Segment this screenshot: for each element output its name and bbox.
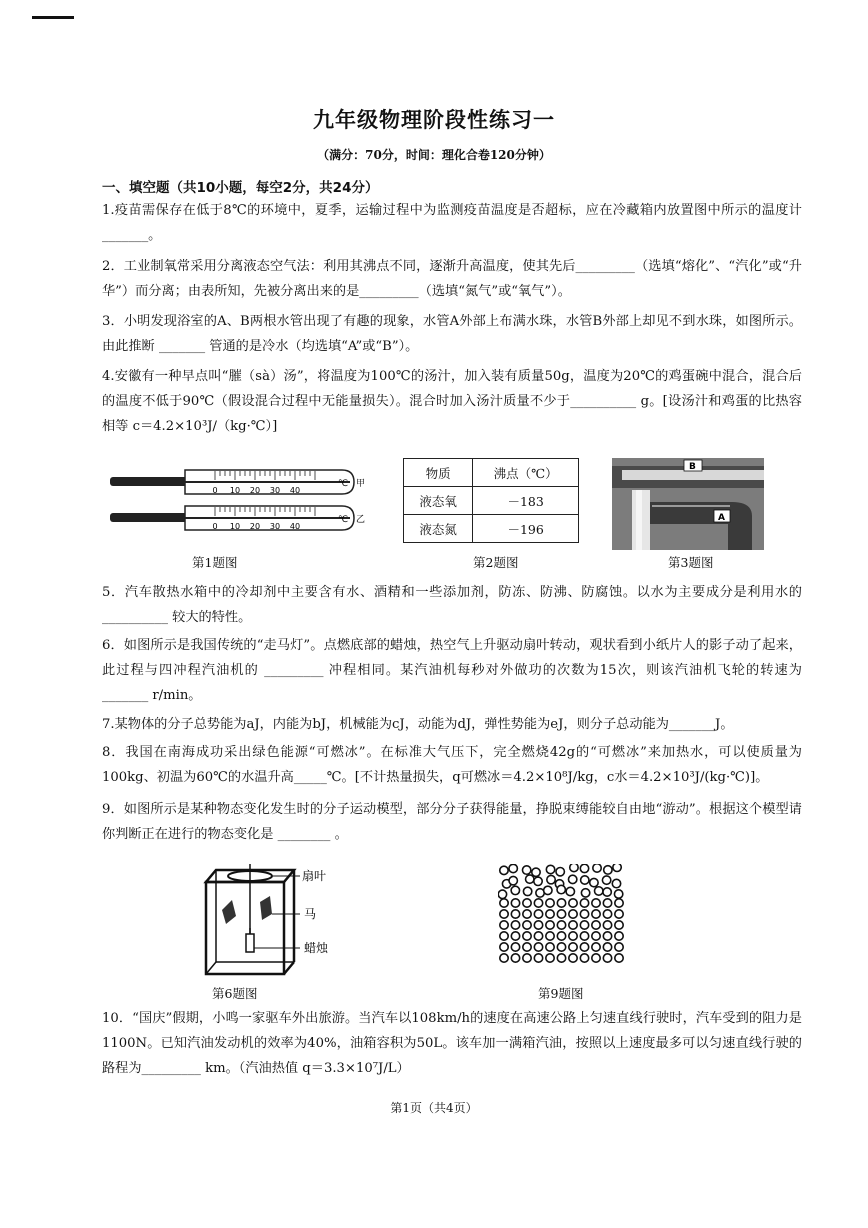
molecule bbox=[603, 932, 611, 940]
molecule bbox=[603, 921, 611, 929]
molecule bbox=[523, 921, 531, 929]
molecule bbox=[557, 932, 565, 940]
candle-label: 蜡烛 bbox=[304, 941, 329, 955]
molecule bbox=[498, 890, 506, 898]
page-title: 九年级物理阶段性练习一 bbox=[313, 108, 555, 132]
molecule bbox=[592, 943, 600, 951]
tick-label: 0 bbox=[212, 486, 218, 495]
thermometer-a bbox=[110, 470, 365, 495]
figure-2-table bbox=[403, 458, 579, 543]
molecule bbox=[509, 876, 517, 884]
molecule bbox=[500, 899, 508, 907]
table-row bbox=[404, 515, 579, 543]
molecule bbox=[603, 888, 611, 896]
figure-3-caption: 第3题图 bbox=[668, 555, 714, 570]
tick-label: 10 bbox=[229, 522, 241, 531]
molecule bbox=[592, 954, 600, 962]
molecule bbox=[580, 899, 588, 907]
molecule bbox=[557, 885, 565, 893]
molecule bbox=[500, 910, 508, 918]
molecule bbox=[557, 943, 565, 951]
molecule bbox=[511, 886, 519, 894]
question-4: 4.安徽有一种早点叫“膗（sà）汤”，将温度为100℃的汤汁，加入装有质量50g，温度为20℃的鸡蛋碗中混合，混合后的温度不低于90℃（假设混合过程中无能量损失）。混合时加入汤汁质量不少于__________ g。[设汤汁和鸡蛋的比热容相等 c＝4.2×10³J/（kg·℃）] bbox=[102, 369, 802, 434]
molecule bbox=[590, 878, 598, 886]
molecule bbox=[523, 887, 531, 895]
table-header-cell: 沸点（℃） bbox=[473, 459, 579, 487]
molecule bbox=[570, 864, 578, 872]
molecule bbox=[569, 910, 577, 918]
molecule bbox=[615, 932, 623, 940]
tick-label: 40 bbox=[289, 522, 301, 531]
molecule bbox=[615, 899, 623, 907]
tick-label: 20 bbox=[249, 486, 261, 495]
molecule bbox=[603, 899, 611, 907]
table-row bbox=[404, 487, 579, 515]
molecule bbox=[534, 932, 542, 940]
unit-label: ℃ bbox=[338, 515, 349, 525]
molecule bbox=[546, 899, 554, 907]
page-subtitle: （满分：70分，时间：理化合卷120分钟） bbox=[317, 148, 551, 162]
molecule bbox=[612, 879, 620, 887]
molecule bbox=[569, 932, 577, 940]
question-9: 9．如图所示是某种物态变化发生时的分子运动模型，部分分子获得能量，挣脱束缚能较自由地“游动”。根据这个模型请你判断正在进行的物态变化是 ________ 。 bbox=[102, 802, 802, 842]
table-header-row bbox=[404, 459, 579, 487]
unit-label: ℃ bbox=[338, 479, 349, 489]
molecule bbox=[569, 954, 577, 962]
molecule bbox=[534, 921, 542, 929]
table-cell: 液态氮 bbox=[404, 515, 473, 543]
question-2: 2．工业制氧常采用分离液态空气法：利用其沸点不同，逐渐升高温度，使其先后_________（选填“熔化”、“汽化”或“升华”）而分离；由表所知，先被分离出来的是_________（选填“氮气”或“氧气”）。 bbox=[102, 259, 802, 299]
molecule bbox=[592, 910, 600, 918]
molecule bbox=[546, 910, 554, 918]
tick-label: 30 bbox=[269, 522, 281, 531]
molecule bbox=[592, 899, 600, 907]
molecule bbox=[603, 910, 611, 918]
question-10: 10．“国庆”假期，小鸣一家驱车外出旅游。当汽车以108km/h的速度在高速公路上匀速直线行驶时，汽车受到的阻力是1100N。已知汽油发动机的效率为40%，油箱容积为50L。该车加一满箱汽油，按照以上速度最多可以匀速直线行驶的路程为_________ km。（汽油热值 q＝3.3×10⁷J/L） bbox=[102, 1011, 802, 1076]
molecule bbox=[509, 864, 517, 872]
molecule bbox=[615, 921, 623, 929]
molecule bbox=[523, 932, 531, 940]
molecule bbox=[500, 932, 508, 940]
tick-label: 30 bbox=[269, 486, 281, 495]
molecule bbox=[557, 921, 565, 929]
molecule bbox=[546, 865, 554, 873]
table-header-cell: 物质 bbox=[404, 459, 473, 487]
question-8: 8．我国在南海成功采出绿色能源“可燃冰”。在标准大气压下，完全燃烧42g的“可燃冰”来加热水，可以使质量为100kg、初温为60℃的水温升高_____℃。[不计热量损失，q可燃冰＝4.2×10⁸J/kg，c水＝4.2×10³J/(kg·℃)]。 bbox=[102, 745, 802, 785]
molecule bbox=[592, 932, 600, 940]
molecule bbox=[615, 943, 623, 951]
molecule bbox=[534, 943, 542, 951]
molecule bbox=[534, 954, 542, 962]
pipe-b-label: B bbox=[689, 462, 696, 472]
horse-label: 马 bbox=[304, 907, 317, 921]
molecule bbox=[592, 921, 600, 929]
molecule bbox=[566, 887, 574, 895]
molecule bbox=[580, 864, 588, 872]
molecule bbox=[602, 876, 610, 884]
figure-6-lantern bbox=[196, 862, 376, 982]
section-heading-fill-blank: 一、填空题（共10小题，每空2分，共24分） bbox=[102, 180, 379, 196]
molecule bbox=[556, 867, 564, 875]
figure-1-thermometers bbox=[110, 462, 365, 544]
thermometer-b-label: 乙 bbox=[356, 515, 365, 525]
molecule bbox=[546, 932, 554, 940]
molecule bbox=[511, 954, 519, 962]
molecule bbox=[544, 886, 552, 894]
molecule bbox=[593, 864, 601, 872]
molecule bbox=[534, 877, 542, 885]
molecule bbox=[581, 889, 589, 897]
molecule bbox=[511, 932, 519, 940]
molecule bbox=[557, 910, 565, 918]
molecule bbox=[580, 932, 588, 940]
molecule bbox=[532, 868, 540, 876]
molecule bbox=[557, 899, 565, 907]
molecule bbox=[511, 921, 519, 929]
figure-3-pipes-photo bbox=[612, 458, 764, 550]
tick-label: 10 bbox=[229, 486, 241, 495]
molecule bbox=[613, 864, 621, 872]
molecule bbox=[534, 910, 542, 918]
blade-label: 扇叶 bbox=[302, 869, 327, 883]
question-1: 1.疫苗需保存在低于8℃的环境中，夏季，运输过程中为监测疫苗温度是否超标，应在冷藏箱内放置图中所示的温度计_______。 bbox=[102, 203, 802, 243]
molecule bbox=[614, 890, 622, 898]
table-cell: 液态氧 bbox=[404, 487, 473, 515]
molecule bbox=[511, 943, 519, 951]
molecule bbox=[511, 899, 519, 907]
molecule bbox=[615, 910, 623, 918]
molecule bbox=[580, 954, 588, 962]
molecule bbox=[603, 954, 611, 962]
molecule bbox=[523, 910, 531, 918]
figure-9-molecule-model bbox=[498, 864, 626, 964]
table-cell: －183 bbox=[473, 487, 579, 515]
pipe-a-label: A bbox=[718, 513, 725, 523]
question-3: 3．小明发现浴室的A、B两根水管出现了有趣的现象，水管A外部上布满水珠，水管B外部上却见不到水珠，如图所示。由此推断 _______ 管通的是冷水（均选填“A”或“B”）。 bbox=[102, 314, 802, 354]
molecule bbox=[580, 921, 588, 929]
question-7: 7.某物体的分子总势能为aJ，内能为bJ，机械能为cJ，动能为dJ，弹性势能为eJ，则分子总动能为_______J。 bbox=[102, 717, 734, 732]
thermometer-a-label: 甲 bbox=[356, 479, 365, 489]
molecule bbox=[500, 943, 508, 951]
molecule bbox=[546, 954, 554, 962]
molecule bbox=[500, 921, 508, 929]
figure-6-caption: 第6题图 bbox=[212, 986, 258, 1001]
molecule bbox=[580, 943, 588, 951]
molecule bbox=[523, 899, 531, 907]
molecule bbox=[568, 875, 576, 883]
molecule bbox=[500, 866, 508, 874]
molecule bbox=[511, 910, 519, 918]
corner-mark bbox=[32, 16, 74, 19]
molecule bbox=[557, 954, 565, 962]
molecule bbox=[523, 954, 531, 962]
molecule bbox=[534, 899, 542, 907]
tick-label: 0 bbox=[212, 522, 218, 531]
molecule bbox=[580, 910, 588, 918]
molecule bbox=[615, 954, 623, 962]
thermometer-b bbox=[110, 506, 365, 531]
molecule bbox=[569, 899, 577, 907]
molecule bbox=[546, 921, 554, 929]
table-cell: －196 bbox=[473, 515, 579, 543]
figure-9-caption: 第9题图 bbox=[538, 986, 584, 1001]
figure-2-caption: 第2题图 bbox=[473, 555, 519, 570]
question-5: 5．汽车散热水箱中的冷却剂中主要含有水、酒精和一些添加剂，防冻、防沸、防腐蚀。以水为主要成分是利用水的 __________ 较大的特性。 bbox=[102, 585, 802, 625]
molecule bbox=[581, 876, 589, 884]
molecule bbox=[500, 954, 508, 962]
molecule bbox=[547, 875, 555, 883]
tick-label: 20 bbox=[249, 522, 261, 531]
molecule bbox=[569, 921, 577, 929]
figure-1-caption: 第1题图 bbox=[192, 555, 238, 570]
molecule bbox=[522, 866, 530, 874]
molecule bbox=[526, 875, 534, 883]
molecule bbox=[546, 943, 554, 951]
page-footer: 第1页（共4页） bbox=[390, 1101, 478, 1115]
molecule bbox=[595, 887, 603, 895]
molecule bbox=[604, 866, 612, 874]
molecule bbox=[603, 943, 611, 951]
molecule bbox=[569, 943, 577, 951]
tick-label: 40 bbox=[289, 486, 301, 495]
question-6: 6．如图所示是我国传统的“走马灯”。点燃底部的蜡烛，热空气上升驱动扇叶转动，观状看到小纸片人的影子动了起来，此过程与四冲程汽油机的 _________ 冲程相同。某汽油机每秒对外做功的次数为15次，则该汽油机飞轮的转速为 _______ r/min。 bbox=[102, 638, 802, 703]
molecule bbox=[523, 943, 531, 951]
